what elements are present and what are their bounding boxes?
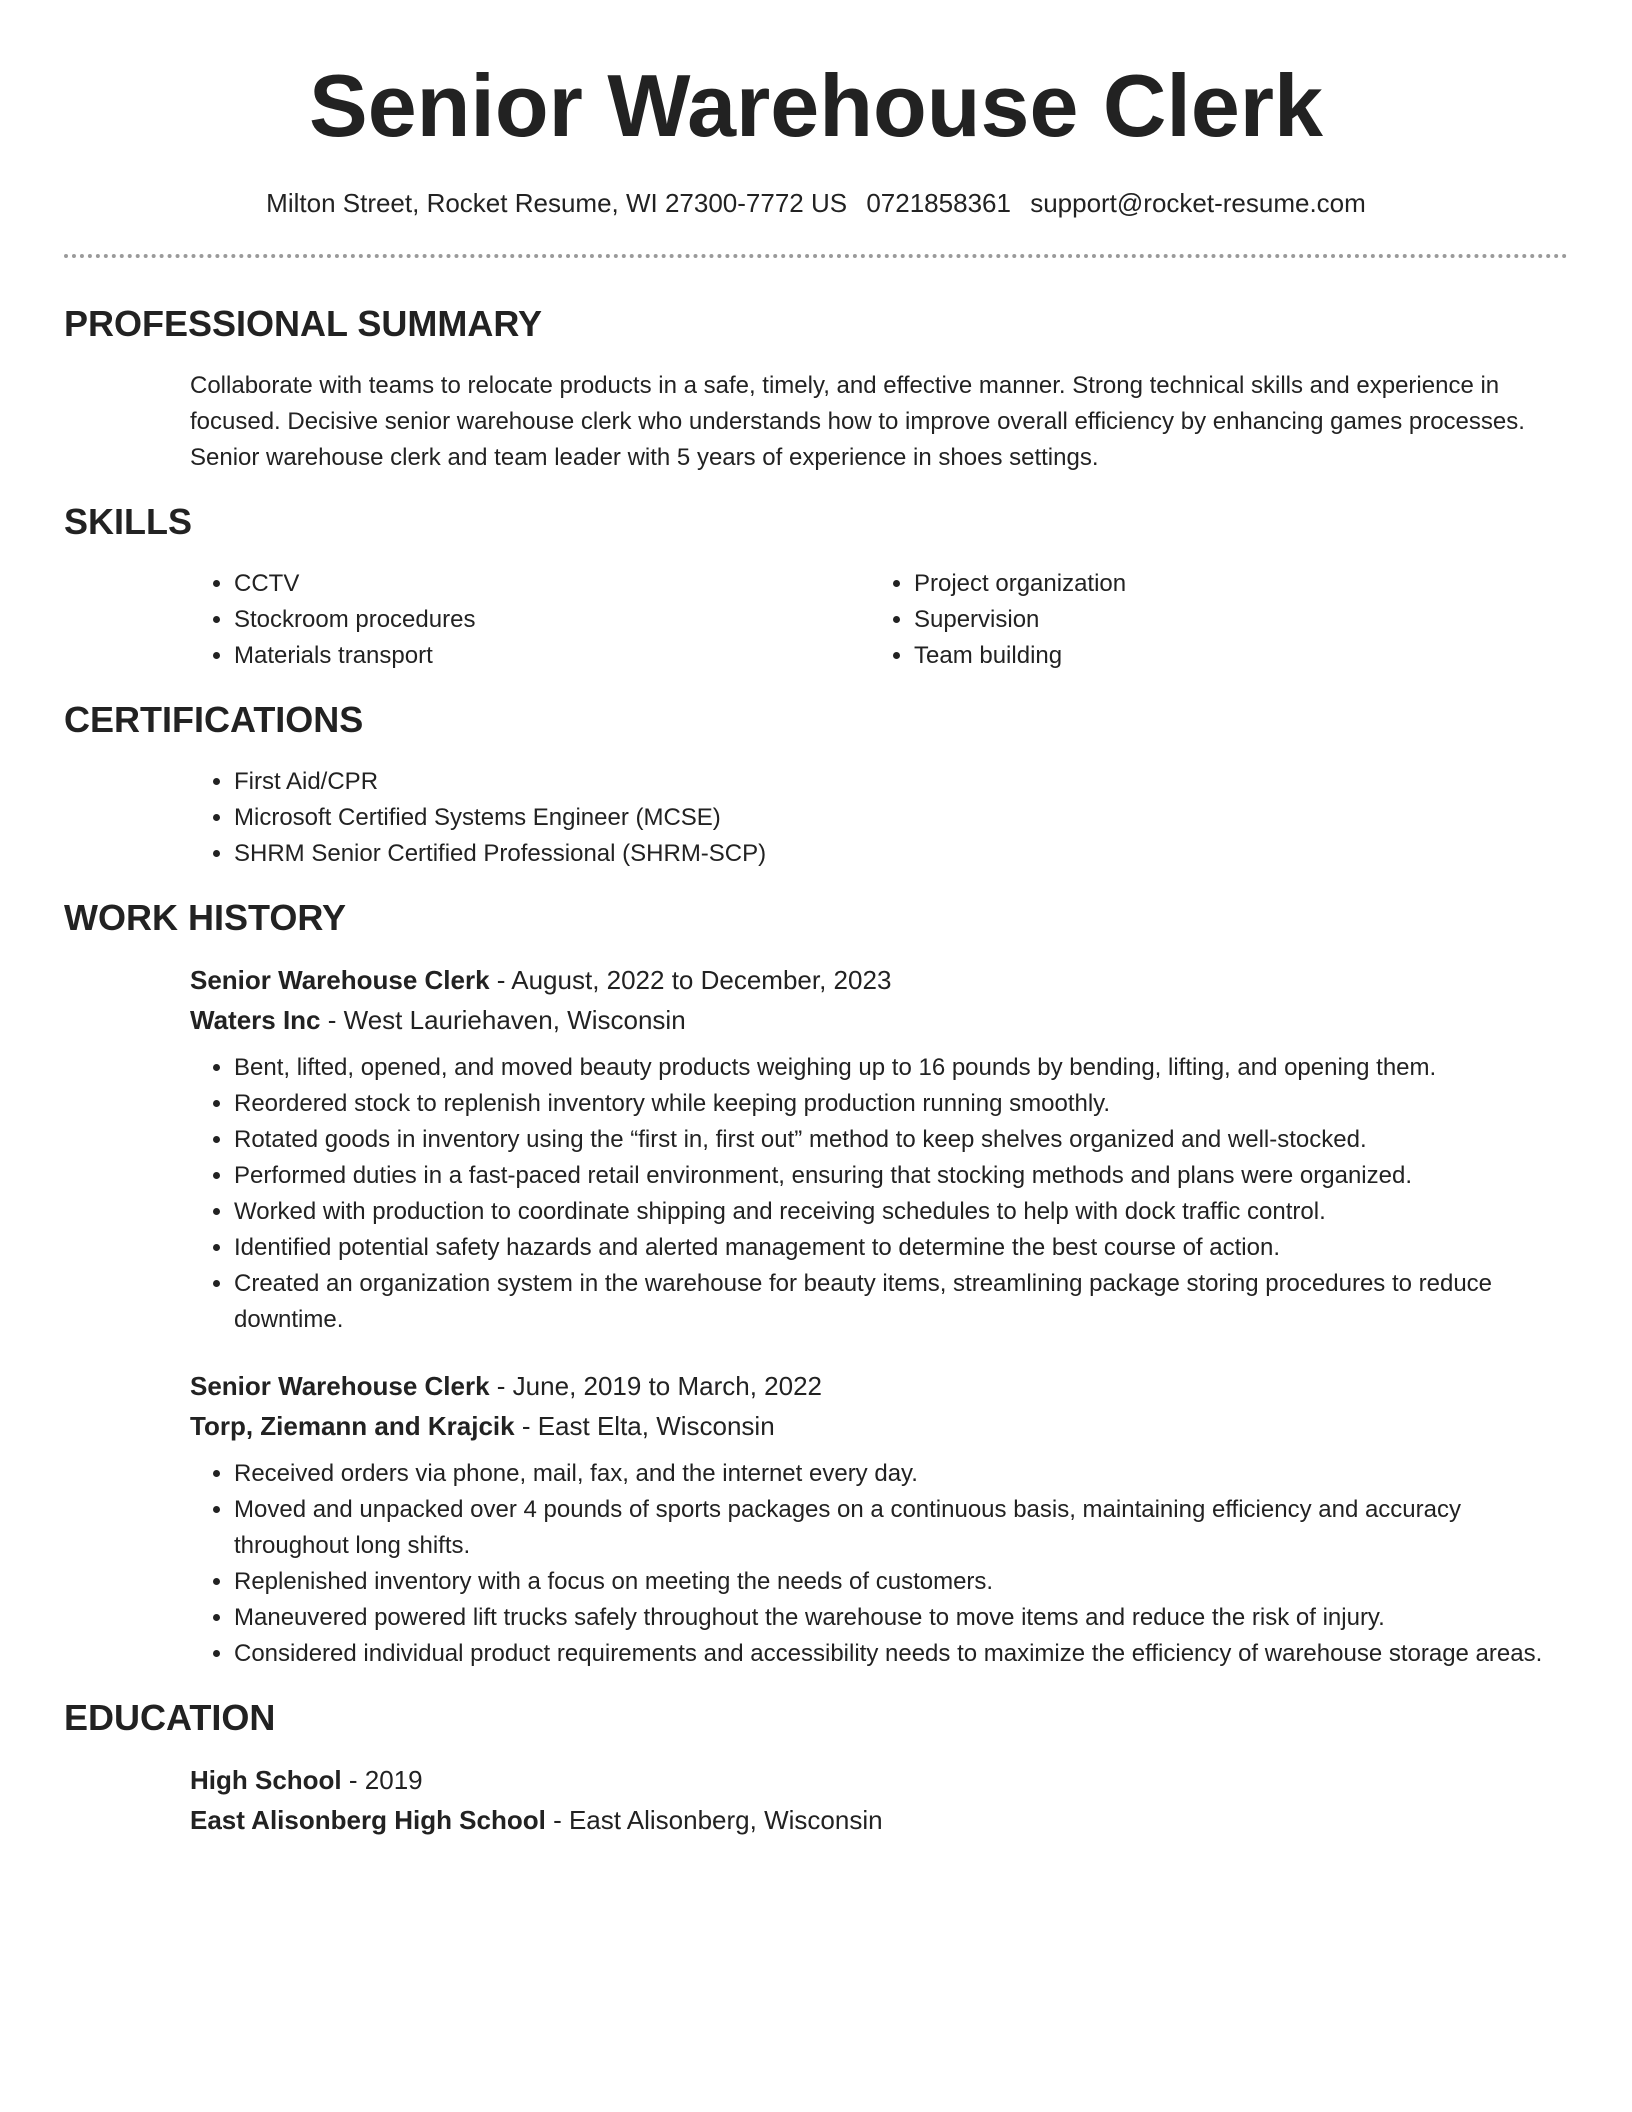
skills-column-left bbox=[190, 566, 870, 674]
job-bullet: • Maneuvered powered lift trucks safely throughout the warehouse to move items and reduce the risk of injury. bbox=[234, 1600, 1568, 1636]
summary-title: PROFESSIONAL SUMMARY bbox=[64, 303, 543, 344]
job-entry bbox=[190, 1366, 1568, 1672]
job-dates: - June, 2019 to March, 2022 bbox=[489, 1371, 823, 1401]
job-company-line bbox=[190, 1000, 1568, 1040]
job-bullet: • Reordered stock to replenish inventory while keeping production running smoothly. bbox=[234, 1086, 1568, 1122]
job-entry bbox=[190, 960, 1568, 1338]
certifications-section bbox=[64, 698, 1568, 872]
job-company-line bbox=[190, 1406, 1568, 1446]
resume-header bbox=[0, 0, 1632, 220]
certification-item: • Microsoft Certified Systems Engineer (MCSE) bbox=[234, 800, 1568, 836]
certification-item: • First Aid/CPR bbox=[234, 764, 1568, 800]
job-bullet: • Received orders via phone, mail, fax, and the internet every day. bbox=[234, 1456, 1568, 1492]
candidate-name: Senior Warehouse Clerk bbox=[309, 56, 1323, 155]
job-bullet: • Replenished inventory with a focus on meeting the needs of customers. bbox=[234, 1564, 1568, 1600]
skills-body bbox=[190, 566, 1568, 674]
contact-address: Milton Street, Rocket Resume, WI 27300-7772 US bbox=[266, 188, 848, 218]
certifications-body bbox=[190, 764, 1568, 872]
work-history-section bbox=[64, 896, 1568, 1672]
job-bullet: • Bent, lifted, opened, and moved beauty products weighing up to 16 pounds by bending, lifting, and opening them. bbox=[234, 1050, 1568, 1086]
header-divider bbox=[64, 254, 1568, 258]
education-entry bbox=[190, 1760, 1568, 1840]
contact-line bbox=[0, 186, 1632, 220]
skill-item: • CCTV bbox=[234, 566, 870, 602]
job-title-line bbox=[190, 960, 1568, 1000]
summary-text: Collaborate with teams to relocate products in a safe, timely, and effective manner. Strong technical skills and experience in focused. Decisive senior warehouse clerk who understands how to improve overall efficiency by enhancing games processes. Senior warehouse clerk and team leader with 5 years of experience in shoes settings. bbox=[190, 372, 1525, 471]
skill-item: • Team building bbox=[914, 638, 1550, 674]
job-bullet: • Moved and unpacked over 4 pounds of sports packages on a continuous basis, maintaining efficiency and accuracy throughout long shifts. bbox=[234, 1492, 1568, 1564]
job-bullet: • Considered individual product requirements and accessibility needs to maximize the efficiency of warehouse storage areas. bbox=[234, 1636, 1568, 1672]
job-role: Senior Warehouse Clerk bbox=[190, 1371, 490, 1401]
education-degree: High School bbox=[190, 1765, 342, 1795]
contact-email: support@rocket-resume.com bbox=[1030, 188, 1366, 218]
summary-section bbox=[64, 302, 1568, 476]
education-location: - East Alisonberg, Wisconsin bbox=[545, 1805, 883, 1835]
skill-item: • Materials transport bbox=[234, 638, 870, 674]
skill-item: • Stockroom procedures bbox=[234, 602, 870, 638]
skills-title: SKILLS bbox=[64, 501, 193, 542]
skill-item: • Project organization bbox=[914, 566, 1550, 602]
certification-item: • SHRM Senior Certified Professional (SHRM-SCP) bbox=[234, 836, 1568, 872]
education-school-line bbox=[190, 1800, 1568, 1840]
job-location: - East Elta, Wisconsin bbox=[514, 1411, 775, 1441]
job-company: Torp, Ziemann and Krajcik bbox=[190, 1411, 515, 1441]
education-year: - 2019 bbox=[341, 1765, 423, 1795]
job-bullet: • Identified potential safety hazards and alerted management to determine the best course of action. bbox=[234, 1230, 1568, 1266]
job-title-line bbox=[190, 1366, 1568, 1406]
skills-section bbox=[64, 500, 1568, 674]
job-company: Waters Inc bbox=[190, 1005, 321, 1035]
certifications-title: CERTIFICATIONS bbox=[64, 699, 364, 740]
job-role: Senior Warehouse Clerk bbox=[190, 965, 490, 995]
education-section bbox=[64, 1696, 1568, 1840]
job-bullet: • Worked with production to coordinate shipping and receiving schedules to help with dock traffic control. bbox=[234, 1194, 1568, 1230]
summary-body bbox=[190, 368, 1568, 476]
skills-grid bbox=[190, 566, 1568, 674]
education-title: EDUCATION bbox=[64, 1697, 276, 1738]
job-location: - West Lauriehaven, Wisconsin bbox=[320, 1005, 686, 1035]
job-bullet: • Created an organization system in the warehouse for beauty items, streamlining package storing procedures to reduce downtime. bbox=[234, 1266, 1568, 1338]
education-school: East Alisonberg High School bbox=[190, 1805, 546, 1835]
job-bullet: • Rotated goods in inventory using the “first in, first out” method to keep shelves organized and well-stocked. bbox=[234, 1122, 1568, 1158]
job-bullet: • Performed duties in a fast-paced retail environment, ensuring that stocking methods and plans were organized. bbox=[234, 1158, 1568, 1194]
job-dates: - August, 2022 to December, 2023 bbox=[489, 965, 892, 995]
skills-column-right bbox=[870, 566, 1550, 674]
work-history-title: WORK HISTORY bbox=[64, 897, 347, 938]
education-degree-line bbox=[190, 1760, 1568, 1800]
contact-phone: 0721858361 bbox=[866, 188, 1011, 218]
skill-item: • Supervision bbox=[914, 602, 1550, 638]
